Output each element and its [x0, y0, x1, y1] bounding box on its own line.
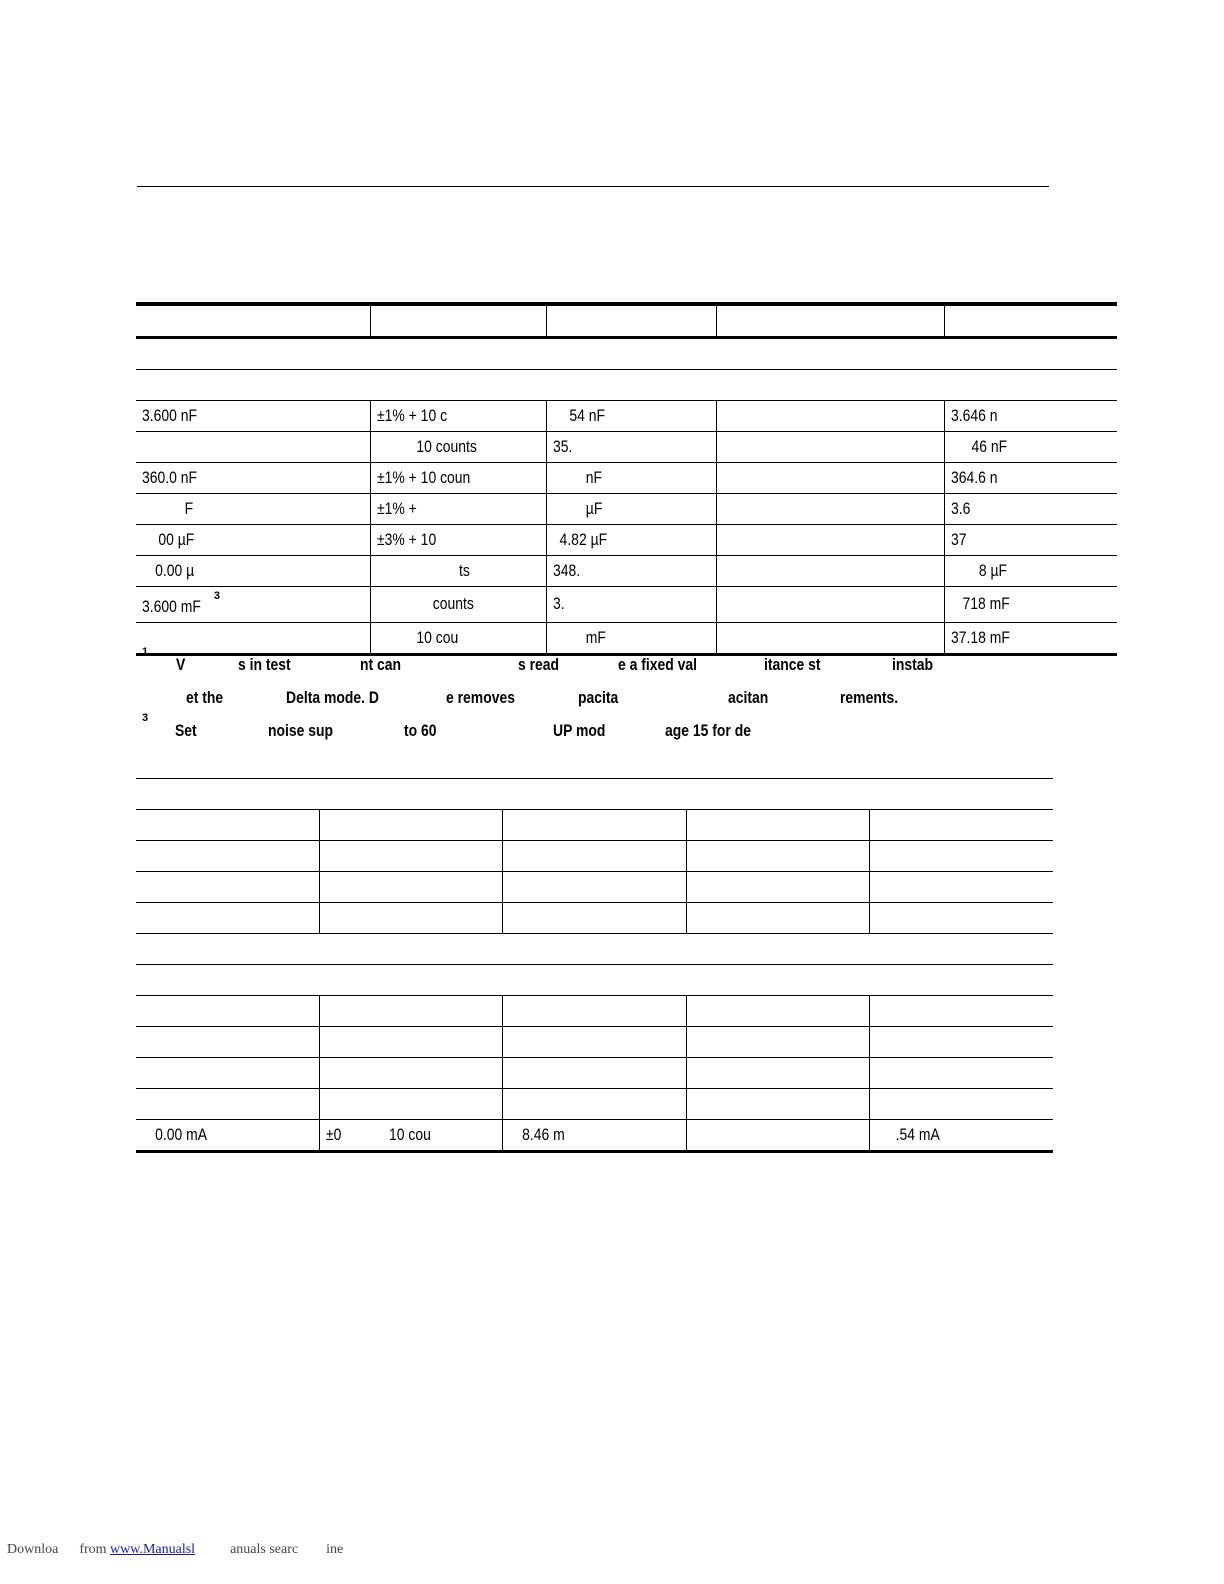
table-row: [136, 432, 1117, 463]
table-row: [136, 463, 1117, 494]
cell-range: 0.00 µ: [155, 561, 195, 580]
cell-reading: mF: [585, 627, 606, 647]
cell-accuracy: 10 cou: [388, 1125, 431, 1144]
cell-limit: 3.646 n: [951, 406, 998, 425]
cell-reading: 348.: [553, 561, 581, 580]
footnote-2-text: et the: [186, 688, 224, 707]
section-row: [136, 779, 1053, 810]
cell-accuracy: 10 cou: [416, 627, 459, 647]
footnote-1-text: V: [176, 655, 186, 674]
cell-limit: 8 µF: [978, 561, 1008, 580]
header-rule: [137, 186, 1049, 187]
footer-text: ine: [326, 1542, 344, 1557]
cell-limit: 3.6: [951, 499, 971, 518]
footer-text: from: [79, 1542, 107, 1557]
cell-range: 3.600 mF: [142, 596, 201, 616]
footnote-2-text: pacita: [578, 688, 619, 707]
cell-accuracy: ts: [459, 561, 470, 580]
table-row: [136, 1120, 1053, 1152]
footnote-1-text: itance st: [764, 655, 821, 674]
cell-accuracy: ±3% + 10: [377, 530, 437, 549]
footnote-3-text: Set: [175, 721, 197, 740]
table-row: [136, 996, 1053, 1027]
table-header-row: [136, 304, 1117, 338]
footnote-3-text: noise sup: [268, 721, 334, 740]
table-row: [136, 525, 1117, 556]
cell-limit: 718 mF: [962, 594, 1010, 614]
cell-accuracy: ±1% + 10 c: [377, 406, 448, 425]
cell-reading: 54 nF: [569, 406, 606, 425]
footnote-1-text: s read: [518, 655, 560, 674]
footnote-ref: 3: [213, 590, 220, 602]
cell-accuracy: ±0: [325, 1125, 342, 1144]
cell-limit: 37: [951, 530, 967, 549]
cell-reading: nF: [585, 468, 603, 487]
table-row: [136, 903, 1053, 934]
section-row: [136, 370, 1117, 401]
cell-reading: 35.: [553, 437, 573, 456]
cell-accuracy: ±1% + 10 coun: [377, 468, 471, 487]
cell-range: 3.600 nF: [142, 406, 198, 425]
table-row: [136, 622, 1117, 654]
footnote-1-mark: 1: [142, 646, 149, 658]
footer-text: Downloa: [7, 1542, 59, 1557]
table-row: [136, 1027, 1053, 1058]
cell-reading: 8.46 m: [522, 1125, 566, 1144]
footnote-1-text: instab: [892, 655, 934, 674]
footnote-1-text: s in test: [238, 655, 291, 674]
footnote-3-mark: 3: [142, 712, 149, 724]
table-row: [136, 401, 1117, 432]
cell-limit: 364.6 n: [951, 468, 998, 487]
capacitance-spec-table: [136, 302, 1117, 656]
cell-reading: 3.: [553, 594, 565, 614]
cell-reading: 4.82 µF: [559, 530, 608, 549]
section-row: [136, 965, 1053, 996]
cell-range: F: [184, 499, 194, 518]
cell-range: 0.00 mA: [155, 1125, 208, 1144]
table-row: [136, 587, 1117, 623]
section-row: [136, 338, 1117, 370]
cell-reading: µF: [585, 499, 603, 518]
cell-accuracy: 10 counts: [416, 437, 477, 456]
footnote-2-text: Delta mode. D: [286, 688, 379, 707]
manuals-link[interactable]: www.Manualsl: [110, 1542, 196, 1557]
cell-limit: 46 nF: [971, 437, 1008, 456]
cell-limit: 37.18 mF: [951, 627, 1010, 647]
table-row: [136, 556, 1117, 587]
cell-limit: .54 mA: [895, 1125, 940, 1144]
table-row: [136, 841, 1053, 872]
cell-range: 360.0 nF: [142, 468, 198, 487]
footer-text: anuals searc: [230, 1542, 299, 1557]
cell-accuracy: counts: [432, 594, 474, 614]
footnote-3-text: to 60: [404, 721, 437, 740]
table-row: [136, 810, 1053, 841]
footnote-1-text: nt can: [360, 655, 402, 674]
table-row: [136, 1089, 1053, 1120]
section-row: [136, 934, 1053, 965]
cell-range: 00 µF: [158, 530, 195, 549]
cell-accuracy: ±1% +: [377, 499, 417, 518]
footnote-3-text: age 15 for de: [665, 721, 751, 740]
footnote-2-text: rements.: [840, 688, 899, 707]
table-row: [136, 872, 1053, 903]
table-row: [136, 1058, 1053, 1089]
current-spec-table: [136, 778, 1053, 1153]
table-row: [136, 494, 1117, 525]
footnote-1-text: e a fixed val: [618, 655, 698, 674]
footnote-2-text: acitan: [728, 688, 769, 707]
footnote-3-text: UP mod: [553, 721, 606, 740]
footnote-2-text: e removes: [446, 688, 515, 707]
download-footer: [7, 1542, 343, 1558]
